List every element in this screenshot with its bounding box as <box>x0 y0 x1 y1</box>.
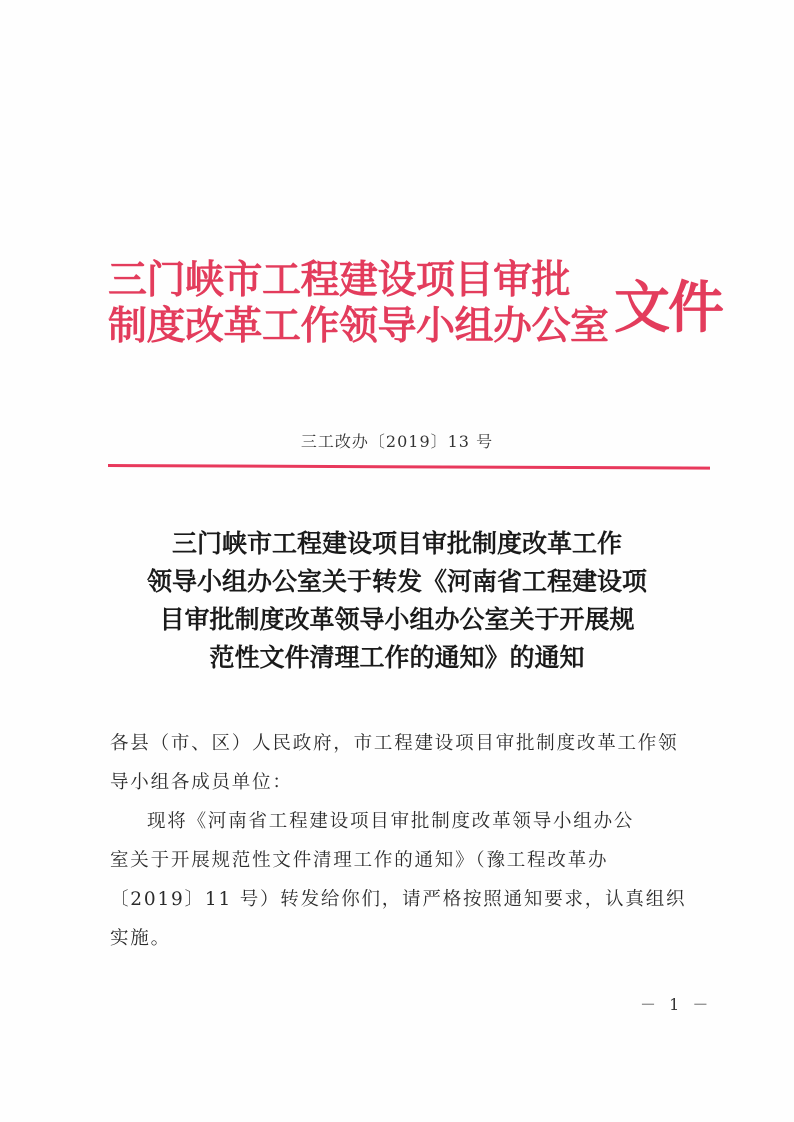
red-divider-line <box>108 464 710 470</box>
document-type-label: 文件 <box>614 275 722 341</box>
title-line: 领导小组办公室关于转发《河南省工程建设项 <box>146 567 647 596</box>
body-line: 现将《河南省工程建设项目审批制度改革领导小组办公 <box>147 811 635 832</box>
main-paragraph <box>110 802 695 958</box>
body-line: 室关于开展规范性文件清理工作的通知》（豫工程改革办 <box>110 850 609 871</box>
body-line: 各县（市、区）人民政府，市工程建设项目审批制度改革工作领 <box>110 733 679 754</box>
document-number: 三工改办〔2019〕13 号 <box>300 432 494 451</box>
page-number: － 1 － <box>640 995 713 1014</box>
org-name-line-2: 制度改革工作领导小组办公室 <box>108 304 609 349</box>
red-letterhead <box>108 258 722 358</box>
document-body <box>110 724 695 958</box>
document-title <box>0 525 794 677</box>
title-line: 目审批制度改革领导小组办公室关于开展规 <box>159 605 635 634</box>
title-line: 三门峡市工程建设项目审批制度改革工作 <box>171 529 622 558</box>
addressee <box>110 724 695 802</box>
body-line: 实施。 <box>110 928 171 949</box>
issuing-organization <box>108 258 618 350</box>
org-name-line-1: 三门峡市工程建设项目审批 <box>108 258 571 303</box>
title-line: 范性文件清理工作的通知》的通知 <box>209 643 585 672</box>
body-line: 导小组各成员单位： <box>110 772 293 793</box>
body-line: 〔2019〕11 号）转发给你们，请严格按照通知要求，认真组织 <box>110 889 687 910</box>
